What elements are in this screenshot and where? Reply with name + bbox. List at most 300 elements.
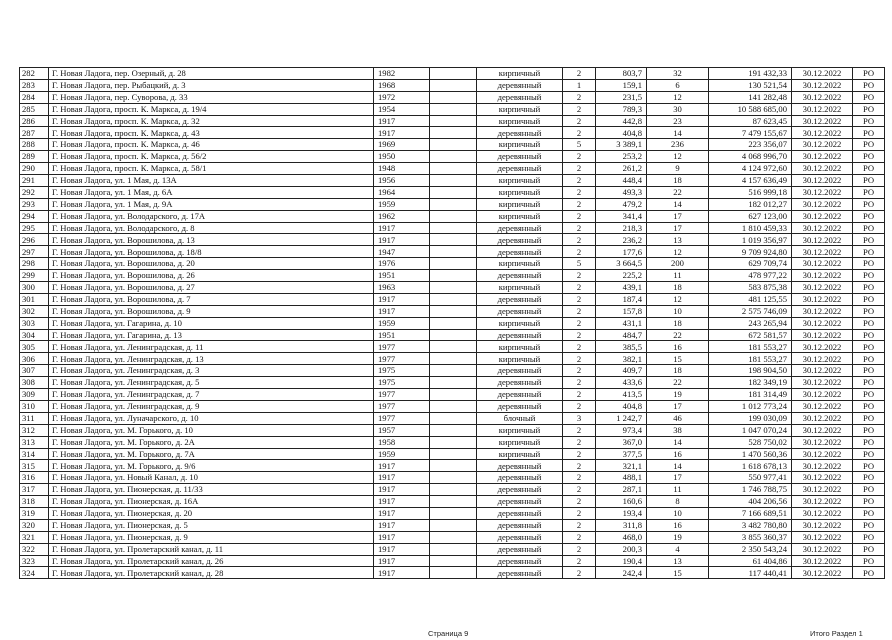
row-number-cell: 318 xyxy=(20,496,49,508)
blank-cell xyxy=(430,543,477,555)
wall-material-cell: кирпичный xyxy=(477,353,563,365)
row-number-cell: 285 xyxy=(20,103,49,115)
table-row xyxy=(20,531,885,543)
row-number-cell: 298 xyxy=(20,258,49,270)
authority-cell: РО xyxy=(853,79,885,91)
address-cell: Г. Новая Ладога, ул. Пролетарский канал, д. 28 xyxy=(49,567,374,579)
apartments-cell: 12 xyxy=(647,91,709,103)
cost-cell: 4 124 972,60 xyxy=(709,163,792,175)
blank-cell xyxy=(430,127,477,139)
table-row xyxy=(20,555,885,567)
apartments-cell: 14 xyxy=(647,198,709,210)
address-cell: Г. Новая Ладога, пер. Суворова, д. 33 xyxy=(49,91,374,103)
area-cell: 3 664,5 xyxy=(596,258,647,270)
wall-material-cell: деревянный xyxy=(477,305,563,317)
wall-material-cell: деревянный xyxy=(477,293,563,305)
table-row xyxy=(20,210,885,222)
section-total-label: Итого Раздел 1 xyxy=(810,629,863,638)
authority-cell: РО xyxy=(853,115,885,127)
page-number-label: Страница 9 xyxy=(428,629,469,638)
authority-cell: РО xyxy=(853,341,885,353)
apartments-cell: 12 xyxy=(647,151,709,163)
address-cell: Г. Новая Ладога, ул. М. Горького, д. 10 xyxy=(49,424,374,436)
area-cell: 468,0 xyxy=(596,531,647,543)
area-cell: 231,5 xyxy=(596,91,647,103)
area-cell: 409,7 xyxy=(596,365,647,377)
apartments-cell: 11 xyxy=(647,270,709,282)
build-year-cell: 1917 xyxy=(374,531,430,543)
apartments-cell: 8 xyxy=(647,496,709,508)
area-cell: 484,7 xyxy=(596,329,647,341)
table-row xyxy=(20,293,885,305)
wall-material-cell: кирпичный xyxy=(477,210,563,222)
row-number-cell: 282 xyxy=(20,68,49,80)
table-row xyxy=(20,115,885,127)
floors-cell: 2 xyxy=(563,234,596,246)
row-number-cell: 290 xyxy=(20,163,49,175)
build-year-cell: 1917 xyxy=(374,234,430,246)
date-cell: 30.12.2022 xyxy=(792,460,853,472)
row-number-cell: 302 xyxy=(20,305,49,317)
date-cell: 30.12.2022 xyxy=(792,305,853,317)
blank-cell xyxy=(430,175,477,187)
blank-cell xyxy=(430,472,477,484)
authority-cell: РО xyxy=(853,567,885,579)
row-number-cell: 316 xyxy=(20,472,49,484)
build-year-cell: 1950 xyxy=(374,151,430,163)
cost-cell: 672 581,57 xyxy=(709,329,792,341)
date-cell: 30.12.2022 xyxy=(792,353,853,365)
blank-cell xyxy=(430,353,477,365)
row-number-cell: 284 xyxy=(20,91,49,103)
apartments-cell: 16 xyxy=(647,341,709,353)
date-cell: 30.12.2022 xyxy=(792,127,853,139)
build-year-cell: 1982 xyxy=(374,68,430,80)
wall-material-cell: кирпичный xyxy=(477,139,563,151)
table-row xyxy=(20,258,885,270)
row-number-cell: 314 xyxy=(20,448,49,460)
apartments-cell: 18 xyxy=(647,365,709,377)
floors-cell: 2 xyxy=(563,222,596,234)
wall-material-cell: кирпичный xyxy=(477,436,563,448)
area-cell: 789,3 xyxy=(596,103,647,115)
floors-cell: 2 xyxy=(563,389,596,401)
build-year-cell: 1917 xyxy=(374,127,430,139)
table-row xyxy=(20,329,885,341)
blank-cell xyxy=(430,496,477,508)
address-cell: Г. Новая Ладога, ул. 1 Мая, д. 9А xyxy=(49,198,374,210)
authority-cell: РО xyxy=(853,317,885,329)
area-cell: 157,8 xyxy=(596,305,647,317)
blank-cell xyxy=(430,163,477,175)
floors-cell: 2 xyxy=(563,163,596,175)
table-row xyxy=(20,448,885,460)
row-number-cell: 308 xyxy=(20,377,49,389)
row-number-cell: 313 xyxy=(20,436,49,448)
cost-cell: 1 746 788,75 xyxy=(709,484,792,496)
address-cell: Г. Новая Ладога, пер. Рыбацкий, д. 3 xyxy=(49,79,374,91)
address-cell: Г. Новая Ладога, просп. К. Маркса, д. 19/4 xyxy=(49,103,374,115)
wall-material-cell: блочный xyxy=(477,412,563,424)
blank-cell xyxy=(430,103,477,115)
date-cell: 30.12.2022 xyxy=(792,567,853,579)
cost-cell: 182 349,19 xyxy=(709,377,792,389)
address-cell: Г. Новая Ладога, ул. 1 Мая, д. 13А xyxy=(49,175,374,187)
blank-cell xyxy=(430,400,477,412)
authority-cell: РО xyxy=(853,496,885,508)
cost-cell: 1 012 773,24 xyxy=(709,400,792,412)
area-cell: 385,5 xyxy=(596,341,647,353)
date-cell: 30.12.2022 xyxy=(792,543,853,555)
blank-cell xyxy=(430,341,477,353)
blank-cell xyxy=(430,317,477,329)
date-cell: 30.12.2022 xyxy=(792,424,853,436)
floors-cell: 2 xyxy=(563,567,596,579)
floors-cell: 2 xyxy=(563,115,596,127)
area-cell: 367,0 xyxy=(596,436,647,448)
date-cell: 30.12.2022 xyxy=(792,484,853,496)
authority-cell: РО xyxy=(853,234,885,246)
address-cell: Г. Новая Ладога, ул. Пионерская, д. 20 xyxy=(49,507,374,519)
date-cell: 30.12.2022 xyxy=(792,531,853,543)
build-year-cell: 1917 xyxy=(374,222,430,234)
row-number-cell: 309 xyxy=(20,389,49,401)
build-year-cell: 1977 xyxy=(374,412,430,424)
blank-cell xyxy=(430,186,477,198)
apartments-cell: 18 xyxy=(647,282,709,294)
authority-cell: РО xyxy=(853,412,885,424)
table-row xyxy=(20,270,885,282)
area-cell: 404,8 xyxy=(596,127,647,139)
row-number-cell: 303 xyxy=(20,317,49,329)
address-cell: Г. Новая Ладога, ул. Пионерская, д. 16А xyxy=(49,496,374,508)
wall-material-cell: кирпичный xyxy=(477,317,563,329)
row-number-cell: 288 xyxy=(20,139,49,151)
row-number-cell: 295 xyxy=(20,222,49,234)
row-number-cell: 310 xyxy=(20,400,49,412)
blank-cell xyxy=(430,507,477,519)
row-number-cell: 317 xyxy=(20,484,49,496)
wall-material-cell: деревянный xyxy=(477,151,563,163)
floors-cell: 3 xyxy=(563,412,596,424)
area-cell: 261,2 xyxy=(596,163,647,175)
build-year-cell: 1968 xyxy=(374,79,430,91)
wall-material-cell: деревянный xyxy=(477,163,563,175)
authority-cell: РО xyxy=(853,258,885,270)
cost-cell: 4 068 996,70 xyxy=(709,151,792,163)
row-number-cell: 321 xyxy=(20,531,49,543)
authority-cell: РО xyxy=(853,270,885,282)
table-row xyxy=(20,460,885,472)
authority-cell: РО xyxy=(853,543,885,555)
wall-material-cell: деревянный xyxy=(477,531,563,543)
build-year-cell: 1917 xyxy=(374,567,430,579)
address-cell: Г. Новая Ладога, ул. Володарского, д. 8 xyxy=(49,222,374,234)
wall-material-cell: деревянный xyxy=(477,543,563,555)
floors-cell: 2 xyxy=(563,91,596,103)
floors-cell: 2 xyxy=(563,293,596,305)
floors-cell: 2 xyxy=(563,282,596,294)
address-cell: Г. Новая Ладога, ул. Ворошилова, д. 26 xyxy=(49,270,374,282)
area-cell: 193,4 xyxy=(596,507,647,519)
apartments-cell: 236 xyxy=(647,139,709,151)
table-row xyxy=(20,412,885,424)
area-cell: 242,4 xyxy=(596,567,647,579)
apartments-cell: 17 xyxy=(647,472,709,484)
address-cell: Г. Новая Ладога, ул. Ленинградская, д. 3 xyxy=(49,365,374,377)
row-number-cell: 286 xyxy=(20,115,49,127)
row-number-cell: 319 xyxy=(20,507,49,519)
blank-cell xyxy=(430,389,477,401)
wall-material-cell: деревянный xyxy=(477,400,563,412)
date-cell: 30.12.2022 xyxy=(792,115,853,127)
authority-cell: РО xyxy=(853,91,885,103)
blank-cell xyxy=(430,305,477,317)
row-number-cell: 307 xyxy=(20,365,49,377)
table-row xyxy=(20,400,885,412)
wall-material-cell: деревянный xyxy=(477,484,563,496)
build-year-cell: 1975 xyxy=(374,365,430,377)
blank-cell xyxy=(430,555,477,567)
wall-material-cell: деревянный xyxy=(477,389,563,401)
date-cell: 30.12.2022 xyxy=(792,210,853,222)
date-cell: 30.12.2022 xyxy=(792,68,853,80)
date-cell: 30.12.2022 xyxy=(792,186,853,198)
floors-cell: 2 xyxy=(563,341,596,353)
build-year-cell: 1975 xyxy=(374,377,430,389)
wall-material-cell: деревянный xyxy=(477,377,563,389)
row-number-cell: 291 xyxy=(20,175,49,187)
build-year-cell: 1951 xyxy=(374,329,430,341)
address-cell: Г. Новая Ладога, ул. Пролетарский канал, д. 11 xyxy=(49,543,374,555)
area-cell: 404,8 xyxy=(596,400,647,412)
wall-material-cell: деревянный xyxy=(477,91,563,103)
cost-cell: 478 977,22 xyxy=(709,270,792,282)
address-cell: Г. Новая Ладога, ул. Гагарина, д. 10 xyxy=(49,317,374,329)
table-row xyxy=(20,163,885,175)
row-number-cell: 289 xyxy=(20,151,49,163)
apartments-cell: 10 xyxy=(647,507,709,519)
cost-cell: 629 709,74 xyxy=(709,258,792,270)
row-number-cell: 299 xyxy=(20,270,49,282)
build-year-cell: 1917 xyxy=(374,507,430,519)
apartments-cell: 30 xyxy=(647,103,709,115)
date-cell: 30.12.2022 xyxy=(792,151,853,163)
apartments-cell: 11 xyxy=(647,484,709,496)
row-number-cell: 297 xyxy=(20,246,49,258)
apartments-cell: 15 xyxy=(647,353,709,365)
area-cell: 160,6 xyxy=(596,496,647,508)
housing-register-table xyxy=(19,67,885,579)
build-year-cell: 1917 xyxy=(374,460,430,472)
date-cell: 30.12.2022 xyxy=(792,270,853,282)
cost-cell: 4 157 636,49 xyxy=(709,175,792,187)
apartments-cell: 18 xyxy=(647,317,709,329)
blank-cell xyxy=(430,139,477,151)
blank-cell xyxy=(430,115,477,127)
authority-cell: РО xyxy=(853,282,885,294)
cost-cell: 516 999,18 xyxy=(709,186,792,198)
area-cell: 187,4 xyxy=(596,293,647,305)
address-cell: Г. Новая Ладога, ул. Луначарского, д. 10 xyxy=(49,412,374,424)
cost-cell: 2 575 746,09 xyxy=(709,305,792,317)
authority-cell: РО xyxy=(853,329,885,341)
area-cell: 382,1 xyxy=(596,353,647,365)
floors-cell: 1 xyxy=(563,79,596,91)
wall-material-cell: деревянный xyxy=(477,246,563,258)
wall-material-cell: кирпичный xyxy=(477,448,563,460)
area-cell: 311,8 xyxy=(596,519,647,531)
table-row xyxy=(20,79,885,91)
table-row xyxy=(20,91,885,103)
table-row xyxy=(20,186,885,198)
build-year-cell: 1959 xyxy=(374,448,430,460)
address-cell: Г. Новая Ладога, ул. Ворошилова, д. 9 xyxy=(49,305,374,317)
cost-cell: 199 030,09 xyxy=(709,412,792,424)
apartments-cell: 22 xyxy=(647,329,709,341)
table-row xyxy=(20,139,885,151)
cost-cell: 7 479 155,67 xyxy=(709,127,792,139)
build-year-cell: 1959 xyxy=(374,198,430,210)
date-cell: 30.12.2022 xyxy=(792,341,853,353)
table-row xyxy=(20,341,885,353)
blank-cell xyxy=(430,329,477,341)
date-cell: 30.12.2022 xyxy=(792,317,853,329)
table-row xyxy=(20,543,885,555)
authority-cell: РО xyxy=(853,424,885,436)
floors-cell: 2 xyxy=(563,175,596,187)
apartments-cell: 9 xyxy=(647,163,709,175)
table-row xyxy=(20,103,885,115)
apartments-cell: 14 xyxy=(647,127,709,139)
wall-material-cell: кирпичный xyxy=(477,68,563,80)
cost-cell: 87 623,45 xyxy=(709,115,792,127)
blank-cell xyxy=(430,234,477,246)
area-cell: 225,2 xyxy=(596,270,647,282)
cost-cell: 182 012,27 xyxy=(709,198,792,210)
authority-cell: РО xyxy=(853,305,885,317)
row-number-cell: 322 xyxy=(20,543,49,555)
apartments-cell: 6 xyxy=(647,79,709,91)
area-cell: 439,1 xyxy=(596,282,647,294)
blank-cell xyxy=(430,460,477,472)
build-year-cell: 1947 xyxy=(374,246,430,258)
cost-cell: 130 521,54 xyxy=(709,79,792,91)
blank-cell xyxy=(430,436,477,448)
blank-cell xyxy=(430,222,477,234)
apartments-cell: 38 xyxy=(647,424,709,436)
build-year-cell: 1976 xyxy=(374,258,430,270)
authority-cell: РО xyxy=(853,353,885,365)
date-cell: 30.12.2022 xyxy=(792,329,853,341)
apartments-cell: 19 xyxy=(647,389,709,401)
cost-cell: 181 553,27 xyxy=(709,353,792,365)
area-cell: 803,7 xyxy=(596,68,647,80)
apartments-cell: 14 xyxy=(647,460,709,472)
wall-material-cell: деревянный xyxy=(477,496,563,508)
authority-cell: РО xyxy=(853,151,885,163)
build-year-cell: 1917 xyxy=(374,543,430,555)
row-number-cell: 294 xyxy=(20,210,49,222)
row-number-cell: 320 xyxy=(20,519,49,531)
apartments-cell: 12 xyxy=(647,293,709,305)
row-number-cell: 324 xyxy=(20,567,49,579)
build-year-cell: 1972 xyxy=(374,91,430,103)
address-cell: Г. Новая Ладога, ул. Новый Канал, д. 10 xyxy=(49,472,374,484)
date-cell: 30.12.2022 xyxy=(792,222,853,234)
wall-material-cell: кирпичный xyxy=(477,115,563,127)
authority-cell: РО xyxy=(853,531,885,543)
apartments-cell: 19 xyxy=(647,531,709,543)
wall-material-cell: деревянный xyxy=(477,329,563,341)
area-cell: 218,3 xyxy=(596,222,647,234)
date-cell: 30.12.2022 xyxy=(792,293,853,305)
floors-cell: 2 xyxy=(563,460,596,472)
cost-cell: 181 553,27 xyxy=(709,341,792,353)
date-cell: 30.12.2022 xyxy=(792,400,853,412)
area-cell: 177,6 xyxy=(596,246,647,258)
address-cell: Г. Новая Ладога, просп. К. Маркса, д. 43 xyxy=(49,127,374,139)
row-number-cell: 305 xyxy=(20,341,49,353)
table-body xyxy=(20,68,885,579)
apartments-cell: 16 xyxy=(647,448,709,460)
apartments-cell: 200 xyxy=(647,258,709,270)
apartments-cell: 13 xyxy=(647,555,709,567)
table-row xyxy=(20,484,885,496)
authority-cell: РО xyxy=(853,436,885,448)
table-row xyxy=(20,424,885,436)
date-cell: 30.12.2022 xyxy=(792,175,853,187)
address-cell: Г. Новая Ладога, ул. Ворошилова, д. 27 xyxy=(49,282,374,294)
apartments-cell: 23 xyxy=(647,115,709,127)
date-cell: 30.12.2022 xyxy=(792,448,853,460)
date-cell: 30.12.2022 xyxy=(792,412,853,424)
wall-material-cell: кирпичный xyxy=(477,175,563,187)
date-cell: 30.12.2022 xyxy=(792,198,853,210)
table-row xyxy=(20,68,885,80)
blank-cell xyxy=(430,198,477,210)
build-year-cell: 1962 xyxy=(374,210,430,222)
table-row xyxy=(20,519,885,531)
table-row xyxy=(20,389,885,401)
wall-material-cell: кирпичный xyxy=(477,198,563,210)
address-cell: Г. Новая Ладога, ул. 1 Мая, д. 6А xyxy=(49,186,374,198)
build-year-cell: 1917 xyxy=(374,472,430,484)
area-cell: 433,6 xyxy=(596,377,647,389)
date-cell: 30.12.2022 xyxy=(792,246,853,258)
blank-cell xyxy=(430,365,477,377)
wall-material-cell: деревянный xyxy=(477,472,563,484)
wall-material-cell: деревянный xyxy=(477,79,563,91)
area-cell: 377,5 xyxy=(596,448,647,460)
floors-cell: 2 xyxy=(563,270,596,282)
blank-cell xyxy=(430,210,477,222)
blank-cell xyxy=(430,270,477,282)
cost-cell: 528 750,02 xyxy=(709,436,792,448)
date-cell: 30.12.2022 xyxy=(792,103,853,115)
area-cell: 3 389,1 xyxy=(596,139,647,151)
wall-material-cell: кирпичный xyxy=(477,186,563,198)
wall-material-cell: деревянный xyxy=(477,365,563,377)
wall-material-cell: кирпичный xyxy=(477,103,563,115)
apartments-cell: 46 xyxy=(647,412,709,424)
floors-cell: 2 xyxy=(563,353,596,365)
area-cell: 341,4 xyxy=(596,210,647,222)
address-cell: Г. Новая Ладога, просп. К. Маркса, д. 32 xyxy=(49,115,374,127)
table-row xyxy=(20,567,885,579)
table-row xyxy=(20,127,885,139)
cost-cell: 1 047 070,24 xyxy=(709,424,792,436)
